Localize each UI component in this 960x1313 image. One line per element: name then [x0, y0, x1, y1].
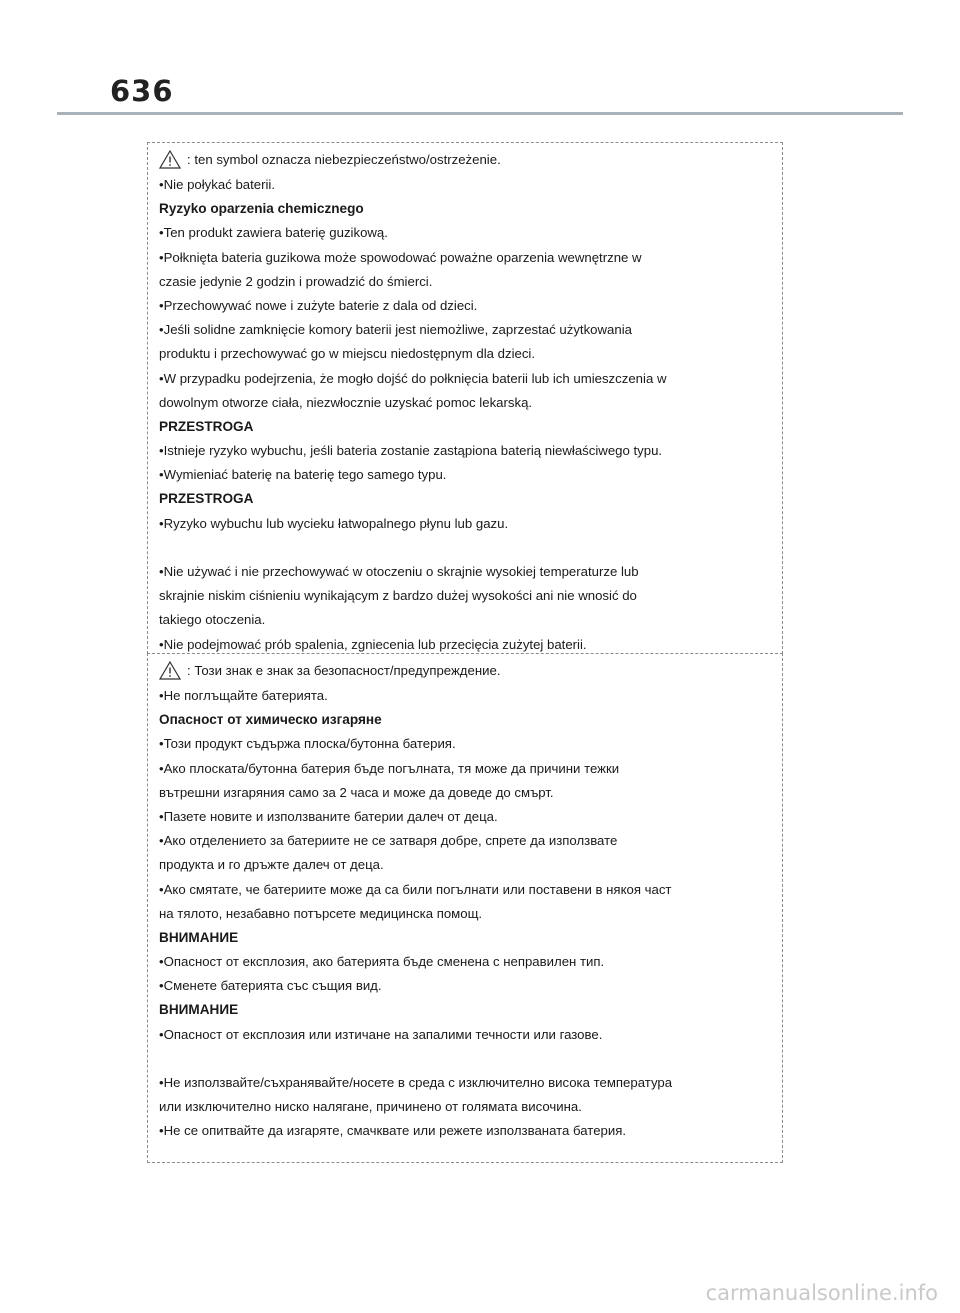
section-heading: ВНИМАНИЕ	[159, 1002, 239, 1018]
text-line: •Przechowywać nowe i zużyte baterie z dala od dzieci.	[159, 297, 478, 313]
text-line: на тялото, незабавно потърсете медицинска помощ.	[159, 905, 483, 921]
text-line: •Опасност от експлозия, ако батерията бъде сменена с неправилен тип.	[159, 954, 605, 970]
section-heading: PRZESTROGA	[159, 418, 254, 434]
text-line: skrajnie niskim ciśnieniu wynikającym z bardzo dużej wysokości ani nie wnosić do	[159, 588, 637, 604]
text-line: dowolnym otworze ciała, niezwłocznie uzyskać pomoc lekarską.	[159, 394, 533, 410]
text-line: •Nie używać i nie przechowywać w otoczeniu o skrajnie wysokiej temperaturze lub	[159, 564, 639, 579]
text-line: produktu i przechowywać go w miejscu niedostępnym dla dzieci.	[159, 346, 536, 362]
text-line: •Ryzyko wybuchu lub wycieku łatwopalnego płynu lub gazu.	[159, 515, 509, 531]
footer-watermark: carmanualsonline.info	[705, 1281, 938, 1305]
text-line: •W przypadku podejrzenia, że mogło dojść do połknięcia baterii lub ich umieszczenia w	[159, 370, 667, 386]
text-line: •Не използвайте/съхранявайте/носете в среда с изключително висока температура	[159, 1075, 673, 1090]
polish-symbol-explanation: : ten symbol oznacza niebezpieczeństwo/ostrzeżenie.	[187, 151, 501, 167]
text-line: или изключително ниско налягане, причинено от голямата височина.	[159, 1099, 582, 1115]
text-line: •Не поглъщайте батерията.	[159, 688, 328, 703]
text-line: •Nie podejmować prób spalenia, zgniecenia lub przecięcia zużytej baterii.	[159, 636, 587, 652]
warning-triangle-icon	[159, 661, 181, 680]
text-line: takiego otoczenia.	[159, 612, 266, 628]
text-line: вътрешни изгаряния само за 2 часа и може да доведе до смърт.	[159, 784, 554, 800]
text-line: •Не се опитвайте да изгаряте, смачквате или режете използваната батерия.	[159, 1123, 627, 1139]
text-line: •Nie połykać baterii.	[159, 177, 276, 192]
text-line: •Istnieje ryzyko wybuchu, jeśli bateria zostanie zastąpiona baterią niewłaściwego typu.	[159, 443, 663, 459]
text-line: •Ако смятате, че батериите може да са били погълнати или поставени в някоя част	[159, 881, 672, 897]
warning-triangle-icon	[159, 150, 181, 169]
polish-warning-box	[147, 142, 783, 654]
blank-line	[159, 536, 782, 560]
text-line: •Ако отделението за батериите не се затваря добре, спрете да използвате	[159, 833, 618, 849]
header-rule	[57, 112, 903, 115]
text-line: •Сменете батерията със същия вид.	[159, 978, 382, 994]
text-line: czasie jedynie 2 godzin i prowadzić do śmierci.	[159, 273, 433, 289]
text-line: •Wymieniać baterię na baterię tego samego typu.	[159, 467, 447, 483]
text-line: •Този продукт съдържа плоска/бутонна батерия.	[159, 736, 456, 752]
text-line: •Пазете новите и използваните батерии далеч от деца.	[159, 808, 498, 824]
text-line: продукта и го дръжте далеч от деца.	[159, 857, 384, 873]
section-heading: Опасност от химическо изгаряне	[159, 712, 382, 728]
polish-lines	[159, 173, 782, 657]
blank-line	[159, 1047, 782, 1071]
bulgarian-lines	[159, 684, 782, 1144]
section-heading: Ryzyko oparzenia chemicznego	[159, 201, 364, 217]
section-heading: PRZESTROGA	[159, 491, 254, 507]
text-line: •Jeśli solidne zamknięcie komory baterii jest niemożliwe, zaprzestać użytkowania	[159, 322, 632, 338]
text-line: •Опасност от експлозия или изтичане на запалими течности или газове.	[159, 1026, 603, 1042]
polish-warning-row	[159, 145, 782, 173]
bulgarian-warning-box	[147, 653, 783, 1163]
bulgarian-warning-row	[159, 656, 782, 684]
text-line: •Ако плоската/бутонна батерия бъде погълната, тя може да причини тежки	[159, 760, 620, 776]
section-heading: ВНИМАНИЕ	[159, 929, 239, 945]
text-line: •Ten produkt zawiera baterię guzikową.	[159, 225, 388, 241]
page-number: 636	[110, 74, 174, 108]
text-line: •Połknięta bateria guzikowa może spowodować poważne oparzenia wewnętrzne w	[159, 249, 642, 265]
bulgarian-symbol-explanation: : Този знак е знак за безопасност/предупреждение.	[187, 662, 501, 678]
